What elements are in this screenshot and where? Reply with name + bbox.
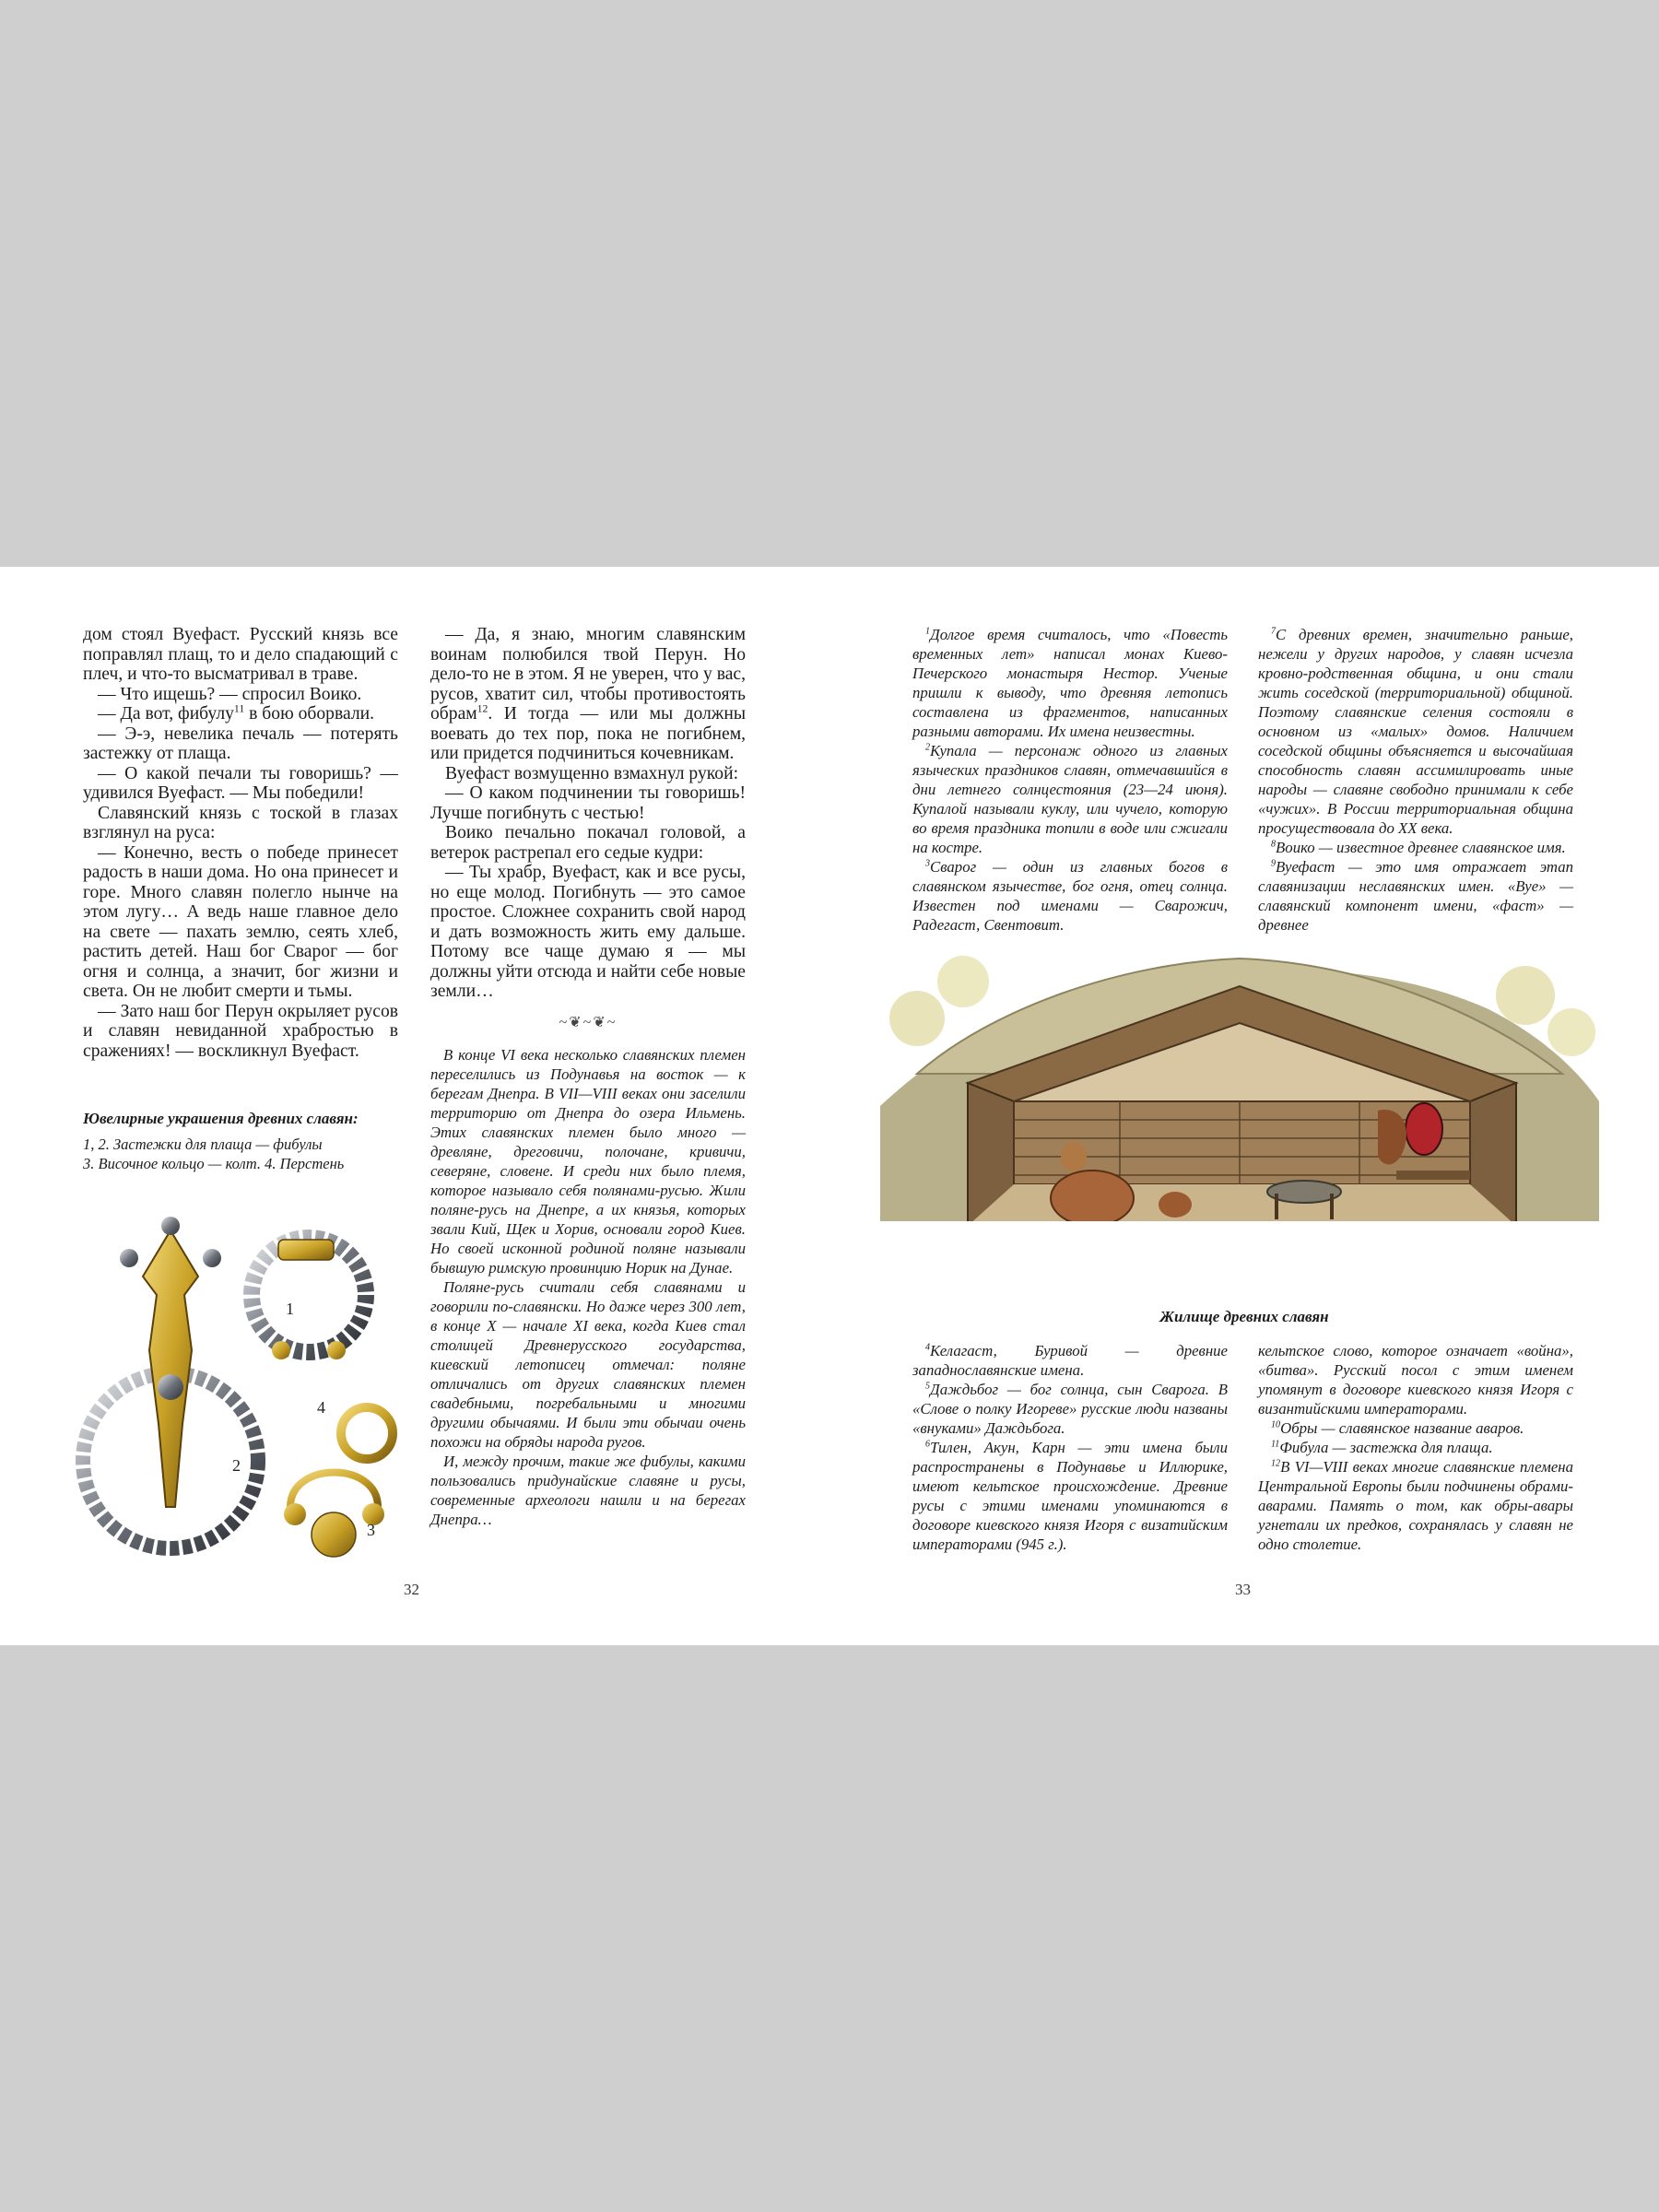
story-paragraph (83, 843, 398, 1002)
left-column-2 (430, 625, 746, 1529)
footnote-ref: 11 (233, 702, 245, 715)
story-text: — Э-э, невелика печаль — потерять застежку от плаща. (83, 724, 398, 763)
footnote-number: 12 (1271, 1458, 1281, 1469)
history-text (430, 1045, 746, 1529)
footnote-text: Воико — известное древнее славянское имя. (1276, 839, 1566, 856)
fibula-1-icon (252, 1238, 366, 1359)
story-paragraph (83, 625, 398, 685)
story-text: — Что ищешь? — спросил Воико. (98, 684, 362, 704)
story-paragraph (83, 704, 398, 724)
fibula-2-icon (83, 1217, 258, 1548)
story-text-after: в бою оборвали. (244, 704, 374, 724)
temple-ring-3-icon (284, 1473, 384, 1558)
right-footnotes-col-3 (912, 1341, 1228, 1554)
story-paragraph (83, 724, 398, 764)
history-paragraph: Поляне-русь считали себя славянами и говорили по-славянски. Но даже через 300 лет, в конце X — начале XI века, когда Киев стал столицей Древнерусского государства, киевский летописец отмечал: поляне отличались от других славянских племен свадебными, погребальными и многими другими обычаями. И были эти обычаи очень похожи на обряды народа ругов. (430, 1278, 746, 1451)
footnote-text: Фибула — застежка для плаща. (1279, 1439, 1493, 1456)
footnote-number: 8 (1271, 839, 1277, 850)
figure-label-4: 4 (317, 1398, 325, 1417)
story-text: — Да, я знаю, многим славянским воинам полюбился твой Перун. Но дело-то не в этом. Я не уверен, что у вас, русов, хватит сил, чтобы противостоять обрам (430, 625, 746, 724)
footnote-number: 7 (1271, 626, 1277, 637)
footnote-number: 10 (1271, 1419, 1281, 1430)
book-spread (0, 567, 1659, 1645)
footnote-text: С древних времен, значительно раньше, нежели у других народов, у славян исчезла кровно-родственная община, и они стали жить соседской (территориальной) общиной. Поэтому славянские селения состояли в основном из «малых» домов. Наличием соседской общины объясняется и высочайшая способность славян ассимилировать иные народы — славяне свободно принимали к себе «чужих». В России территориальная община просуществовала до XX века. (1258, 626, 1573, 837)
footnote-text: кельтское слово, которое означает «война», «битва». Русский посол с этим именем упомянут в договоре киевского князя Игоря с византийскими императорами. (1258, 1342, 1573, 1418)
footnote-ref: 12 (477, 702, 488, 715)
page-number-right: 33 (1235, 1581, 1251, 1598)
footnote-text: Тилен, Акун, Карн — эти имена были распространены в Подунавье и Иллюрике, имеют кельтское происхождение. Древние русы с этими именами упоминаются в договоре киевского князя Игоря с визатийским императорами (945 г.). (912, 1439, 1228, 1553)
footnote (912, 1341, 1228, 1380)
story-paragraph (83, 1002, 398, 1062)
story-paragraph (430, 823, 746, 863)
footnote-text: Сварог — один из главных богов в славянском язычестве, бог огня, отец солнца. Известен под именами — Сварожич, Радегаст, Свентовит. (912, 858, 1228, 934)
footnote-text: Даждьбог — бог солнца, сын Сварога. В «Слове о полку Игореве» русские люди названы «внуками» Даждьбога. (912, 1381, 1228, 1437)
ornament-divider: ~❦~❦~ (559, 1014, 618, 1030)
jewelry-illustration (74, 1212, 415, 1590)
story-paragraph (83, 764, 398, 804)
footnote (1258, 838, 1573, 857)
footnote-text: Вуефаст — это имя отражает этап славянизации неславянских имен. «Вуе» — славянский компонент имени, «фаст» — древнее (1258, 858, 1573, 934)
story-text: дом стоял Вуефаст. Русский князь все поправлял плащ, то и дело спадающий с плеч, и что-то высматривал в траве. (83, 625, 398, 684)
footnote (912, 1380, 1228, 1438)
story-text: — Ты храбр, Вуефаст, как и все русы, но еще молод. Погибнуть — это самое простое. Сложнее сохранить свой народ и дать возможность жить ему дальше. Потому все чаще думаю я — мы должны уйти отсюда и найти себе новые земли… (430, 863, 746, 1001)
figure-label-1: 1 (286, 1300, 294, 1318)
footnote-number: 4 (925, 1342, 931, 1353)
footnote-number: 3 (925, 858, 931, 869)
story-text: — О какой печали ты говоришь? — удивился Вуефаст. — Мы победили! (83, 763, 398, 803)
footnote-text: Обры — славянское название аваров. (1280, 1419, 1524, 1437)
story-paragraph (430, 764, 746, 784)
footnote-text: В VI—VIII веках многие славянские племена Центральной Европы были подчинены обрами-аварами. Память о том, как обры-авары угнетали их предков, сохранялась у славян не одно столетие. (1258, 1458, 1573, 1553)
story-text: Славянский князь с тоской в глазах взглянул на руса: (83, 803, 398, 842)
footnote-number: 2 (925, 742, 931, 753)
footnote-number: 9 (1271, 858, 1277, 869)
story-text: — Да вот, фибулу (98, 704, 234, 724)
figure-label-2: 2 (232, 1456, 241, 1475)
figure-label-3: 3 (367, 1521, 375, 1539)
story-text-after: . И тогда — или мы должны воевать до тех пор, пока не погибнем, или придется подчиниться кочевникам. (430, 704, 746, 763)
footnote (1258, 625, 1573, 838)
footnote (1258, 1418, 1573, 1438)
ring-4-icon (341, 1407, 393, 1459)
story-paragraph (83, 685, 398, 705)
slavic-dwelling-illustration (880, 945, 1599, 1221)
story-text: Воико печально покачал головой, а ветерок растрепал его седые кудри: (430, 823, 746, 863)
history-paragraph: В конце VI века несколько славянских племен переселились из Подунавья на восток — к берегам Днепра. В VII—VIII веках они заселили территорию от Днепра до озера Ильмень. Этих славянских племен было много — древляне, дреговичи, полочане, кривичи, северяне, словене. И среди них было племя, которое называло себя полянами-русью. Жили поляне-русь на Днепре, а их князья, которых звали Кий, Щек и Хорив, основали город Киев. Но своей исконной родиной поляне называли бывшую римскую провинцию Норик на Дунае. (430, 1046, 746, 1277)
story-paragraph (430, 863, 746, 1002)
story-text: Вуефаст возмущенно взмахнул рукой: (445, 763, 739, 783)
footnote (1258, 1457, 1573, 1554)
footnote-text: Купала — персонаж одного из главных языческих праздников славян, отмечавшийся в дни летнего солнцестояния (23—24 июня). Купалой называли куклу, или чучело, которую во время праздника топили в воде или сжигали на костре. (912, 742, 1228, 856)
footnote (912, 625, 1228, 741)
footnote-text: Келагаст, Буривой — древние западнославянские имена. (912, 1342, 1228, 1379)
house-caption: Жилище древних славян (1159, 1308, 1329, 1325)
footnote-number: 6 (925, 1439, 931, 1450)
footnote-number: 5 (925, 1381, 931, 1392)
footnote (912, 857, 1228, 935)
jewelry-caption (83, 1109, 398, 1173)
story-paragraph (430, 625, 746, 764)
footnote (912, 1438, 1228, 1554)
footnote (1258, 857, 1573, 935)
left-column-1 (83, 625, 398, 1061)
story-paragraph (83, 804, 398, 843)
story-text: — Зато наш бог Перун окрыляет русов и славян невиданной храбростью в сражениях! — воскликнул Вуефаст. (83, 1001, 398, 1061)
footnote (1258, 1438, 1573, 1457)
footnote (912, 741, 1228, 857)
story-text: — Конечно, весть о победе принесет радость в наши дома. Но она принесет и горе. Много славян полегло нынче на этом лугу… А ведь наше главное дело на свете — пахать землю, сеять хлеб, растить детей. Наш бог Сварог — бог огня и солнца, а значит, бог жизни и света. Он не любит смерти и тьмы. (83, 842, 398, 1001)
footnote-number: 11 (1271, 1439, 1280, 1450)
caption-title: Ювелирные украшения древних славян: (83, 1110, 359, 1127)
footnote (1258, 1341, 1573, 1418)
footnote-number: 1 (925, 626, 931, 637)
history-paragraph: И, между прочим, такие же фибулы, какими пользовались придунайские славяне и русы, современные археологи нашли и на берегах Днепра… (430, 1453, 746, 1528)
right-footnotes-col-1 (912, 625, 1228, 935)
right-footnotes-col-2 (1258, 625, 1573, 935)
story-paragraph (430, 783, 746, 823)
story-text: — О каком подчинении ты говоришь! Лучше погибнуть с честью! (430, 783, 746, 823)
caption-line-2: 3. Височное кольцо — колт. 4. Перстень (83, 1155, 345, 1172)
right-footnotes-col-4 (1258, 1341, 1573, 1554)
caption-line-1: 1, 2. Застежки для плаща — фибулы (83, 1135, 323, 1153)
footnote-text: Долгое время считалось, что «Повесть временных лет» написал монах Киево-Печерского монастыря Нестор. Ученые пришли к выводу, что древняя летопись составлена из фрагментов, написанных разными авторами. Их имена неизвестны. (912, 626, 1228, 740)
page-number-left: 32 (404, 1581, 419, 1598)
